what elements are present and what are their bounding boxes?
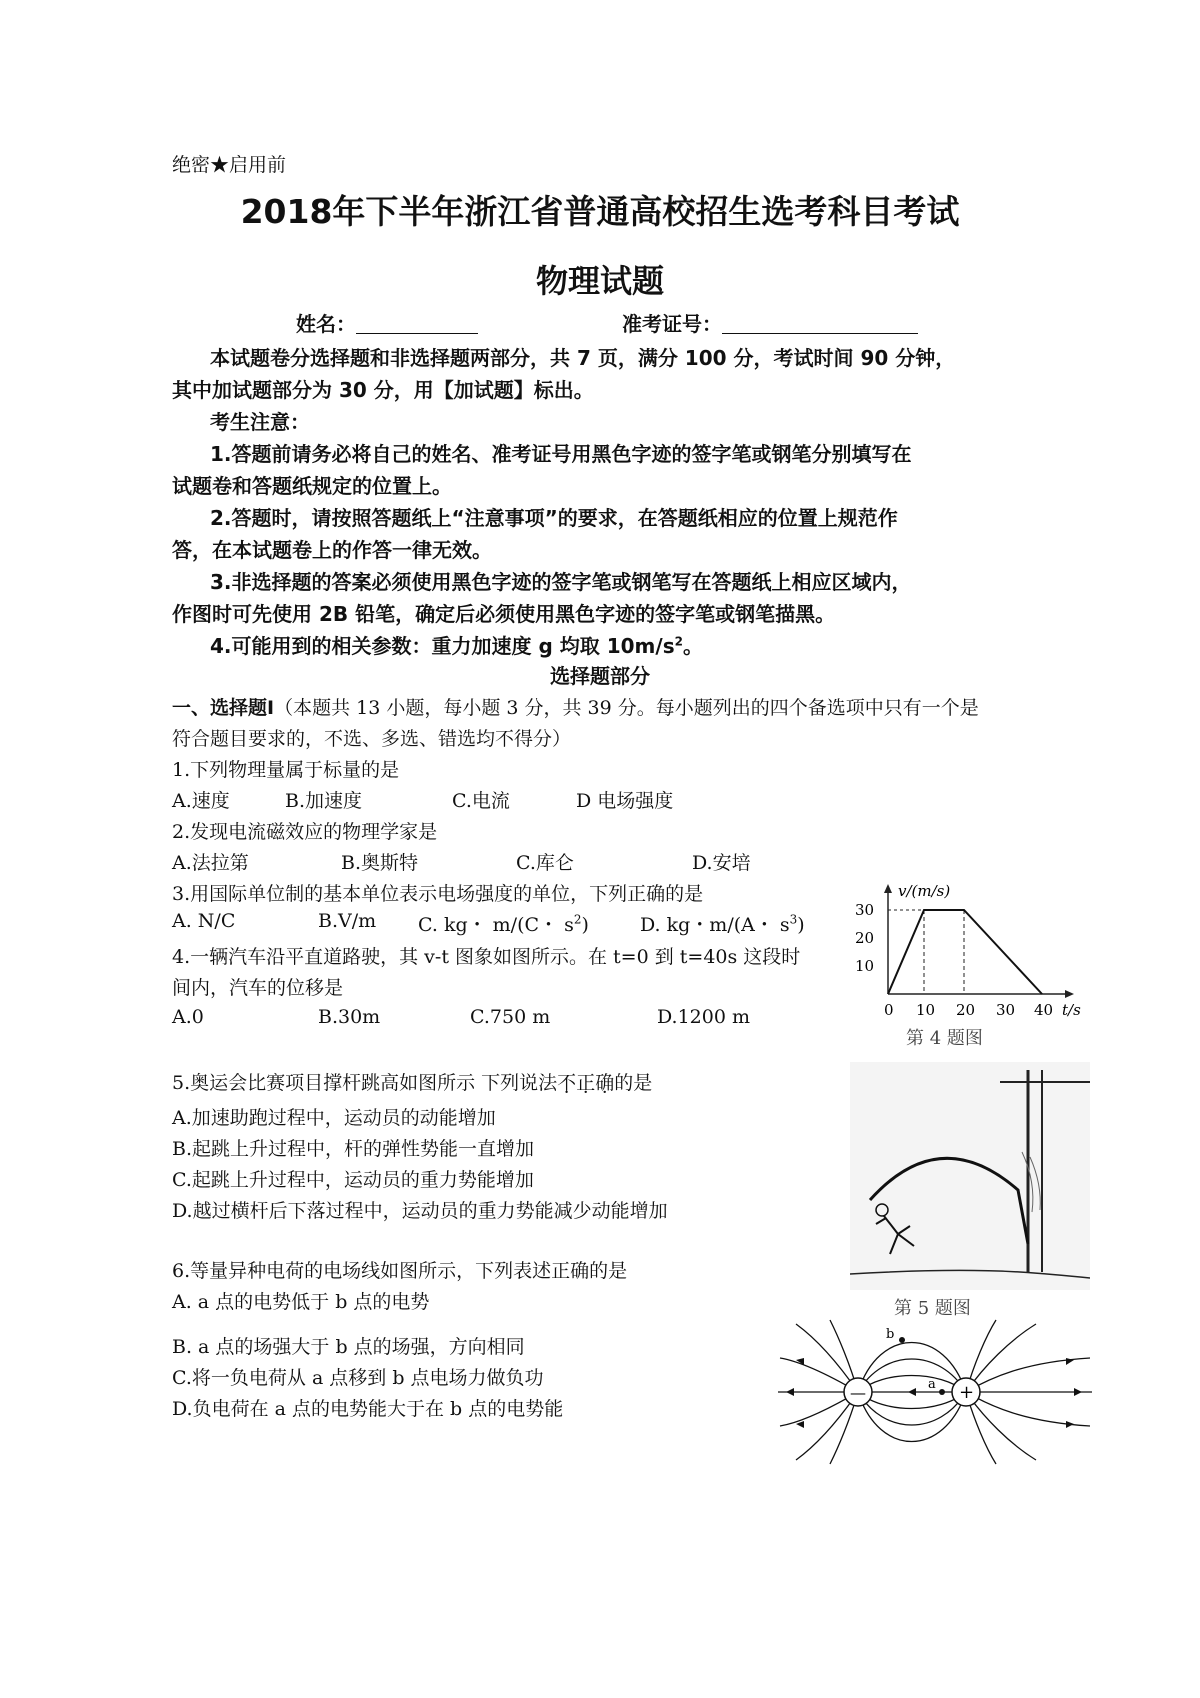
fig4-y-arrow <box>884 884 892 893</box>
fig6-point-b <box>899 1337 905 1343</box>
q4-option-b: B.30m <box>318 1006 381 1028</box>
secret-label: 绝密★启用前 <box>172 154 287 176</box>
fig4-xtick-0: 0 <box>884 1001 894 1019</box>
q2-option-b: B.奥斯特 <box>341 852 419 874</box>
q5-option-d: D.越过横杆后下落过程中，运动员的重力势能减少动能增加 <box>172 1200 668 1222</box>
q6-option-c: C.将一负电荷从 a 点移到 b 点电场力做负功 <box>172 1367 544 1389</box>
name-blank <box>356 313 478 334</box>
exam-title: 2018年下半年浙江省普通高校招生选考科目考试 <box>240 192 960 231</box>
q3-option-c-text: C. kg・ m/(C・ s <box>418 914 574 936</box>
notice-4-sup: 2 <box>674 634 683 649</box>
q5-stem-post: 的是 <box>614 1072 653 1094</box>
q1-option-c: C.电流 <box>452 790 510 812</box>
q3-option-b: B.V/m <box>318 910 377 932</box>
section-1-desc-2: 符合题目要求的，不选、多选、错选均不得分） <box>172 728 572 750</box>
q4-option-c: C.750 m <box>470 1006 551 1028</box>
q6-option-b: B. a 点的场强大于 b 点的场强，方向相同 <box>172 1336 525 1358</box>
intro-line-2: 其中加试题部分为 30 分，用【加试题】标出。 <box>172 378 594 402</box>
q3-option-c-sup: 2 <box>573 912 582 927</box>
fig6-dipole-field <box>774 1318 1096 1466</box>
notice-4 <box>210 630 703 659</box>
name-label: 姓名： <box>296 312 356 336</box>
part-title: 选择题部分 <box>550 664 650 688</box>
notice-title: 考生注意： <box>210 410 310 434</box>
section-1-heading <box>172 693 979 720</box>
fig4-xtick-40: 40 <box>1034 1001 1054 1019</box>
q2-stem: 2.发现电流磁效应的物理学家是 <box>172 821 438 843</box>
fig4-vt-line <box>888 910 1042 994</box>
fig5-caption: 第 5 题图 <box>894 1298 971 1319</box>
fig6-field-lines <box>778 1320 1092 1464</box>
q3-option-c <box>418 910 589 937</box>
notice-2a: 2.答题时，请按照答题纸上“注意事项”的要求，在答题纸相应的位置上规范作 <box>210 506 898 530</box>
fig4-ylabel: v/(m/s) <box>898 882 951 900</box>
q3-option-d-end: ) <box>797 914 805 936</box>
exam-subtitle: 物理试题 <box>535 262 664 300</box>
fig4-xtick-30: 30 <box>996 1001 1016 1019</box>
fig6-arrowheads <box>786 1358 1082 1428</box>
fig4-ytick-30: 30 <box>855 901 875 919</box>
q4-stem: 4.一辆汽车沿平直道路驶，其 v-t 图象如图所示。在 t=0 到 t=40s 这段时 <box>172 946 801 968</box>
section-1-label: 一、选择题Ⅰ <box>172 697 275 719</box>
fig5-pole-vault <box>850 1062 1090 1322</box>
fig6-point-a <box>939 1389 945 1395</box>
q5-stem-em3: 确 <box>595 1072 615 1094</box>
q1-option-a: A.速度 <box>172 790 230 812</box>
q3-option-c-end: ) <box>581 914 589 936</box>
fig4-ytick-20: 20 <box>855 929 875 947</box>
notice-4-text: 4.可能用到的相关参数：重力加速度 g 均取 10m/s <box>210 634 675 658</box>
notice-2b: 答，在本试题卷上的作答一律无效。 <box>172 538 492 562</box>
id-field <box>622 308 918 337</box>
q5-option-c: C.起跳上升过程中，运动员的重力势能增加 <box>172 1169 534 1191</box>
fig4-vt-graph <box>850 882 1090 1054</box>
q6-option-d: D.负电荷在 a 点的电势能大于在 b 点的电势能 <box>172 1398 564 1420</box>
q3-stem: 3.用国际单位制的基本单位表示电场强度的单位，下列正确的是 <box>172 883 704 905</box>
id-label: 准考证号： <box>622 312 722 336</box>
q5-option-a: A.加速助跑过程中，运动员的动能增加 <box>172 1107 496 1129</box>
id-blank <box>722 313 918 334</box>
fig4-caption: 第 4 题图 <box>906 1028 983 1049</box>
fig5-background <box>850 1062 1090 1290</box>
q2-option-a: A.法拉第 <box>172 852 249 874</box>
fig4-xlabel: t/s <box>1062 1001 1081 1019</box>
q3-option-a: A. N/C <box>172 910 236 932</box>
q5-stem <box>172 1068 652 1095</box>
fig6-pos-sign: + <box>959 1382 975 1403</box>
q4-option-d: D.1200 m <box>657 1006 751 1028</box>
fig6-label-b: b <box>886 1327 895 1342</box>
notice-1b: 试题卷和答题纸规定的位置上。 <box>172 474 452 498</box>
q1-option-b: B.加速度 <box>285 790 363 812</box>
q6-option-a: A. a 点的电势低于 b 点的电势 <box>172 1291 430 1313</box>
intro-line-1: 本试题卷分选择题和非选择题两部分，共 7 页，满分 100 分，考试时间 90 分钟， <box>210 346 956 370</box>
section-1-desc: （本题共 13 小题，每小题 3 分，共 39 分。每小题列出的四个备选项中只有一个是 <box>274 697 979 719</box>
q3-option-d <box>640 910 805 937</box>
notice-1a: 1.答题前请务必将自己的姓名、准考证号用黑色字迹的签字笔或钢笔分别填写在 <box>210 442 912 466</box>
notice-3a: 3.非选择题的答案必须使用黑色字迹的签字笔或钢笔写在答题纸上相应区域内， <box>210 570 912 594</box>
q5-stem-em2: 正 <box>576 1072 596 1094</box>
fig4-xtick-10: 10 <box>916 1001 936 1019</box>
name-field <box>296 308 478 337</box>
q3-option-d-sup: 3 <box>789 912 798 927</box>
notice-4-end: 。 <box>682 634 703 658</box>
q6-stem: 6.等量异种电荷的电场线如图所示，下列表述正确的是 <box>172 1260 628 1282</box>
fig4-x-arrow <box>1065 990 1074 998</box>
q4-stem-2: 间内，汽车的位移是 <box>172 977 344 999</box>
q2-option-c: C.库仑 <box>516 852 574 874</box>
fig4-ytick-10: 10 <box>855 957 875 975</box>
fig6-neg-sign: — <box>850 1383 866 1402</box>
q2-option-d: D.安培 <box>692 852 751 874</box>
q5-option-b: B.起跳上升过程中，杆的弹性势能一直增加 <box>172 1138 535 1160</box>
q4-option-a: A.0 <box>172 1006 204 1028</box>
fig4-xtick-20: 20 <box>956 1001 976 1019</box>
q1-stem: 1.下列物理量属于标量的是 <box>172 759 400 781</box>
fig6-label-a: a <box>928 1377 936 1392</box>
notice-3b: 作图时可先使用 2B 铅笔，确定后必须使用黑色字迹的签字笔或钢笔描黑。 <box>172 602 836 626</box>
q5-stem-em1: 不 <box>557 1072 577 1094</box>
q3-option-d-text: D. kg・m/(A・ s <box>640 914 790 936</box>
q1-option-d: D 电场强度 <box>576 790 674 812</box>
q5-stem-pre: 5.奥运会比赛项目撑杆跳高如图所示 下列说法 <box>172 1072 558 1094</box>
